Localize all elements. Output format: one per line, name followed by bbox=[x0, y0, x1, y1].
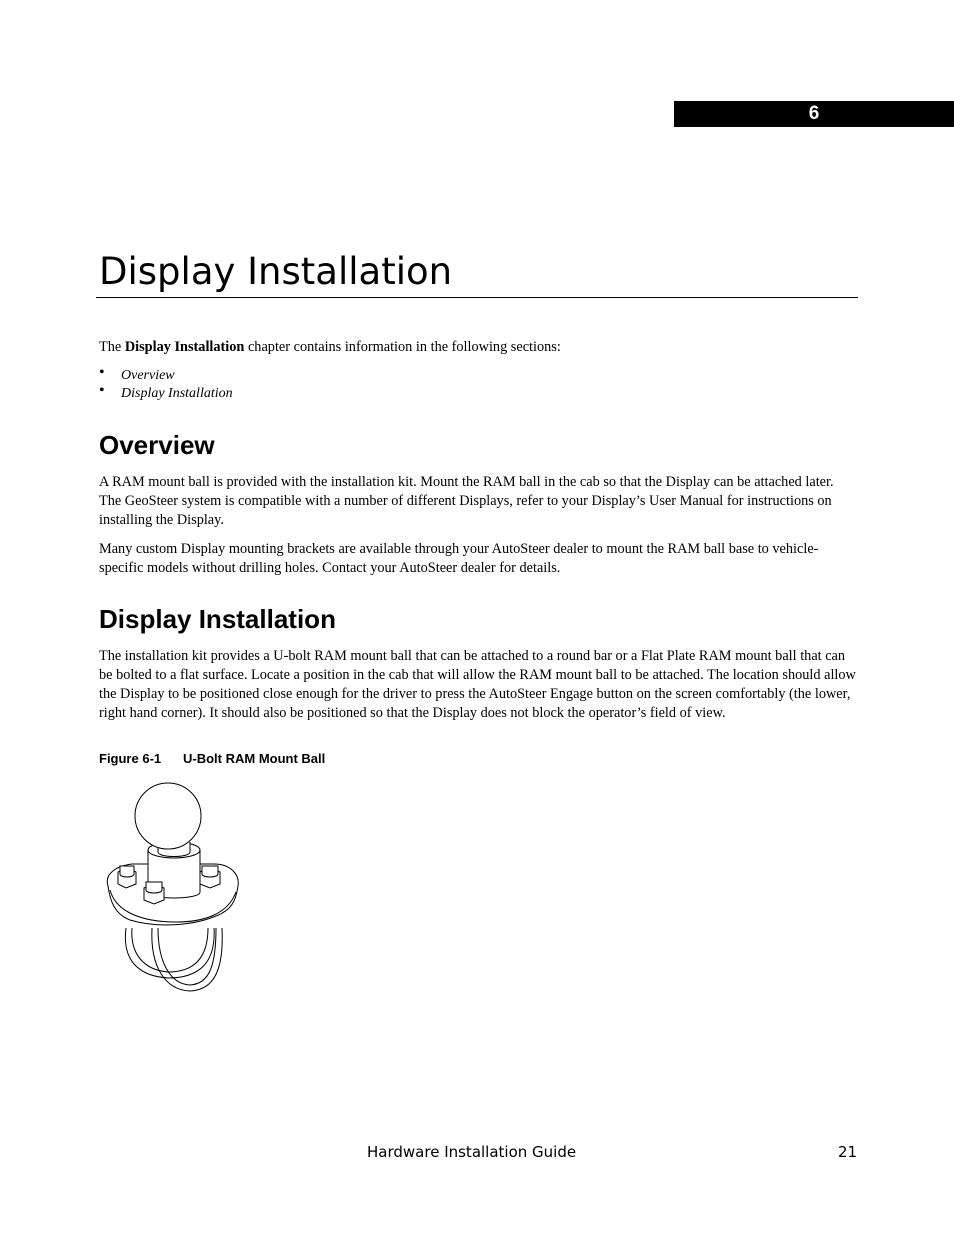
bullet-icon: • bbox=[99, 364, 105, 381]
display-installation-heading: Display Installation bbox=[99, 604, 336, 634]
page-title: Display Installation bbox=[99, 250, 453, 293]
overview-paragraph-2: Many custom Display mounting brackets are available through your AutoSteer dealer to mount the RAM ball base to vehicle-specific models without drilling holes. Contact your AutoSteer dealer for details. bbox=[99, 541, 819, 576]
figure-caption bbox=[99, 751, 325, 766]
section-list bbox=[99, 366, 233, 402]
list-item-label: Overview bbox=[121, 368, 175, 383]
overview-paragraph-1: A RAM mount ball is provided with the installation kit. Mount the RAM ball in the cab so that the Display can be attached later. The GeoSteer system is compatible with a number of different Displays, refer to your Display’s User Manual for instructions on installing the Display. bbox=[99, 474, 834, 528]
chapter-number: 6 bbox=[808, 103, 820, 124]
intro-before: The bbox=[99, 339, 125, 355]
overview-heading: Overview bbox=[99, 430, 215, 460]
intro-paragraph bbox=[99, 338, 859, 357]
footer-document-title: Hardware Installation Guide bbox=[367, 1143, 577, 1161]
chapter-number-tab bbox=[674, 101, 954, 127]
title-divider bbox=[96, 297, 858, 298]
display-installation-paragraph: The installation kit provides a U-bolt RAM mount ball that can be attached to a round bar or a Flat Plate RAM mount ball that can be bolted to a flat surface. Locate a position in the cab that will allow the RAM mount ball to be attached. The location should allow the Display to be positioned close enough for the driver to press the AutoSteer Engage button on the screen comfortably (the lower, right hand corner). It should also be positioned so that the Display does not block the operator’s field of view. bbox=[99, 648, 856, 721]
list-item[interactable] bbox=[99, 384, 233, 402]
list-item[interactable] bbox=[99, 366, 233, 384]
intro-after: chapter contains information in the following sections: bbox=[244, 339, 561, 355]
intro-bold: Display Installation bbox=[124, 339, 245, 355]
u-bolt-ram-mount-ball-illustration bbox=[96, 778, 246, 994]
list-item-label: Display Installation bbox=[121, 386, 233, 401]
bullet-icon: • bbox=[99, 382, 105, 399]
figure-number: Figure 6-1 bbox=[99, 751, 162, 766]
figure-title: U-Bolt RAM Mount Ball bbox=[183, 751, 326, 766]
footer-page-number: 21 bbox=[838, 1143, 858, 1161]
